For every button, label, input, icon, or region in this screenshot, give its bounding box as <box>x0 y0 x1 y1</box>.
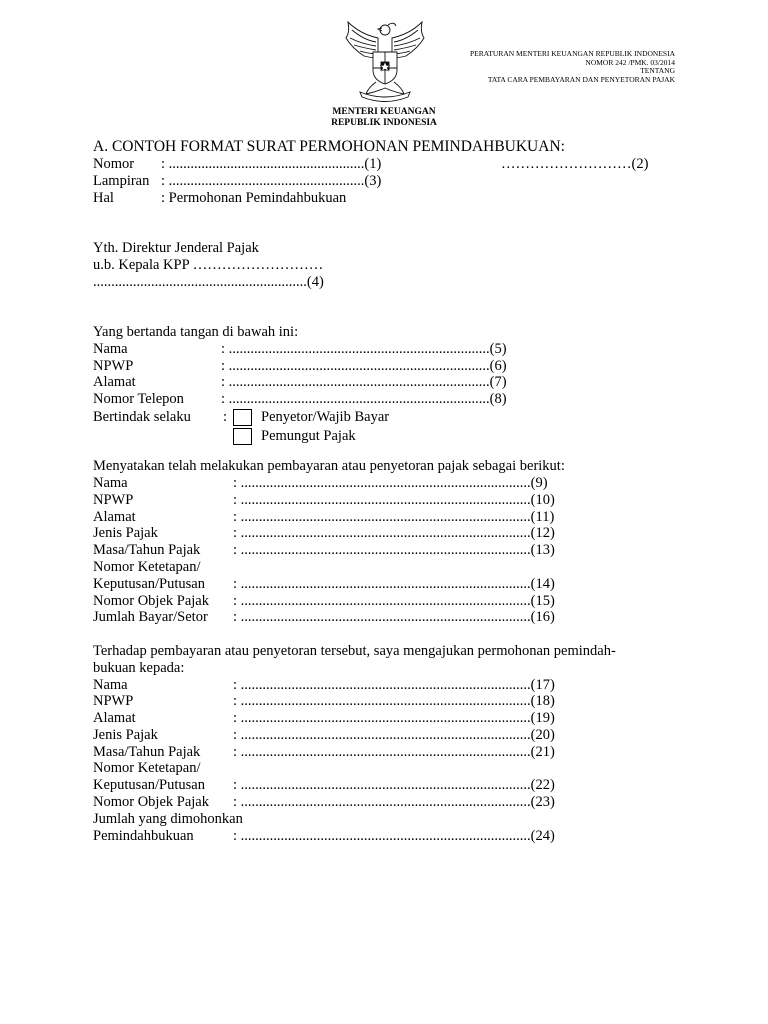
field-label: Nomor Objek Pajak <box>93 592 209 609</box>
field-value[interactable]: : ................................................................................(16) <box>233 609 555 626</box>
field-label: Nama <box>93 676 128 693</box>
letter-template <box>93 138 675 844</box>
field-value[interactable]: : ................................................................................(24) <box>233 827 555 844</box>
field-label: Keputusan/Putusan <box>93 575 205 592</box>
date-fill: ………………………(2) <box>501 156 649 172</box>
form-field-row <box>93 744 675 761</box>
field-value[interactable]: : ................................................................................(10) <box>233 491 555 508</box>
field-value[interactable]: : ................................................................................(23) <box>233 794 555 811</box>
form-field-row <box>93 358 675 375</box>
signer-fields <box>93 341 675 408</box>
regulation-line: TENTANG <box>640 66 675 76</box>
ministry-line: MENTERI KEUANGAN <box>332 107 436 117</box>
form-field-row <box>93 391 675 408</box>
form-field-row <box>93 525 675 542</box>
form-field-row <box>93 593 675 610</box>
document-title: A. CONTOH FORMAT SURAT PERMOHONAN PEMINDAHBUKUAN: <box>93 138 565 155</box>
field-label: NPWP <box>93 491 134 508</box>
field-value[interactable]: : ................................................................................(22) <box>233 777 555 794</box>
field-label: Pemindahbukuan <box>93 827 194 844</box>
addressee-line: Yth. Direktur Jenderal Pajak <box>93 239 259 256</box>
field-label: Jumlah Bayar/Setor <box>93 609 208 626</box>
field-value[interactable]: : ........................................................................(6) <box>221 357 507 374</box>
option-label: Penyetor/Wajib Bayar <box>261 408 390 425</box>
payment-intro: Menyatakan telah melakukan pembayaran atau penyetoran pajak sebagai berikut: <box>93 458 565 475</box>
field-value[interactable]: : ................................................................................(11) <box>233 508 555 525</box>
field-label: Nomor Ketetapan/ <box>93 558 201 575</box>
field-value[interactable]: : ........................................................................(5) <box>221 340 507 357</box>
regulation-line: TATA CARA PEMBAYARAN DAN PENYETORAN PAJAK <box>487 74 675 84</box>
form-field-row <box>93 374 675 391</box>
form-field-row <box>93 710 675 727</box>
form-field-row <box>93 341 675 358</box>
form-field-row <box>93 693 675 710</box>
field-label: Masa/Tahun Pajak <box>93 542 201 559</box>
form-field-row <box>93 760 675 777</box>
form-field-row <box>93 475 675 492</box>
meta-label: Hal <box>93 189 114 206</box>
field-value[interactable]: : ................................................................................(14) <box>233 575 555 592</box>
meta-value: : ......................................................(3) <box>161 172 382 189</box>
form-field-row <box>93 492 675 509</box>
field-label: Nama <box>93 340 128 357</box>
addressee-line: ...........................................................(4) <box>93 273 324 290</box>
garuda-emblem-icon <box>338 18 432 102</box>
acting-label: Bertindak selaku <box>93 408 191 425</box>
transfer-fields <box>93 677 675 845</box>
checkbox-pemungut[interactable] <box>233 428 252 445</box>
field-value[interactable]: : ................................................................................(21) <box>233 743 555 760</box>
field-label: Alamat <box>93 710 136 727</box>
form-field-row <box>93 576 675 593</box>
form-field-row <box>93 509 675 526</box>
form-field-row <box>93 609 675 626</box>
field-value[interactable]: : ................................................................................(9) <box>233 474 548 491</box>
field-label: Masa/Tahun Pajak <box>93 743 201 760</box>
addressee-line: u.b. Kepala KPP ……………………… <box>93 256 324 273</box>
field-label: Keputusan/Putusan <box>93 777 205 794</box>
form-field-row <box>93 828 675 845</box>
form-field-row <box>93 542 675 559</box>
transfer-intro-line1: Terhadap pembayaran atau penyetoran tersebut, saya mengajukan permohonan pemindah- <box>93 642 616 659</box>
acting-colon: : <box>223 408 228 425</box>
form-field-row <box>93 794 675 811</box>
field-label: Nomor Telepon <box>93 391 184 408</box>
field-label: Jenis Pajak <box>93 525 158 542</box>
field-value[interactable]: : ................................................................................(12) <box>233 525 555 542</box>
field-value[interactable]: : ........................................................................(7) <box>221 374 507 391</box>
regulation-reference <box>470 50 675 84</box>
ministry-heading <box>0 107 768 129</box>
field-label: Jumlah yang dimohonkan <box>93 810 243 827</box>
meta-value: : Permohonan Pemindahbukuan <box>161 189 347 206</box>
checkbox-penyetor[interactable] <box>233 409 252 426</box>
ministry-line: REPUBLIK INDONESIA <box>331 118 437 128</box>
meta-row-lampiran <box>93 173 675 190</box>
payment-fields <box>93 475 675 626</box>
signer-intro: Yang bertanda tangan di bawah ini: <box>93 323 299 340</box>
field-value[interactable]: : ................................................................................(13) <box>233 542 555 559</box>
field-label: Nomor Objek Pajak <box>93 794 209 811</box>
meta-row-nomor <box>93 156 675 173</box>
acting-as-row-2 <box>93 427 675 446</box>
form-field-row <box>93 559 675 576</box>
field-value[interactable]: : ................................................................................(19) <box>233 710 555 727</box>
option-label: Pemungut Pajak <box>261 427 356 444</box>
transfer-intro-line2: bukuan kepada: <box>93 659 185 676</box>
form-field-row <box>93 727 675 744</box>
acting-as-row <box>93 408 675 427</box>
field-value[interactable]: : ................................................................................(18) <box>233 693 555 710</box>
meta-value: : ......................................................(1) <box>161 156 382 172</box>
field-label: Alamat <box>93 508 136 525</box>
field-value[interactable]: : ........................................................................(8) <box>221 391 507 408</box>
regulation-line: PERATURAN MENTERI KEUANGAN REPUBLIK INDONESIA <box>470 49 675 58</box>
field-value[interactable]: : ................................................................................(20) <box>233 726 555 743</box>
form-field-row <box>93 777 675 794</box>
meta-row-hal <box>93 190 675 207</box>
field-label: Alamat <box>93 374 136 391</box>
form-field-row <box>93 811 675 828</box>
meta-label: Nomor <box>93 156 135 172</box>
field-label: NPWP <box>93 357 134 374</box>
form-field-row <box>93 677 675 694</box>
field-label: Jenis Pajak <box>93 726 158 743</box>
field-value[interactable]: : ................................................................................(17) <box>233 676 555 693</box>
field-label: Nama <box>93 474 128 491</box>
meta-label: Lampiran <box>93 172 150 189</box>
field-label: Nomor Ketetapan/ <box>93 760 201 777</box>
field-value[interactable]: : ................................................................................(15) <box>233 592 555 609</box>
regulation-line: NOMOR 242 /PMK. 03/2014 <box>585 57 675 67</box>
field-label: NPWP <box>93 693 134 710</box>
